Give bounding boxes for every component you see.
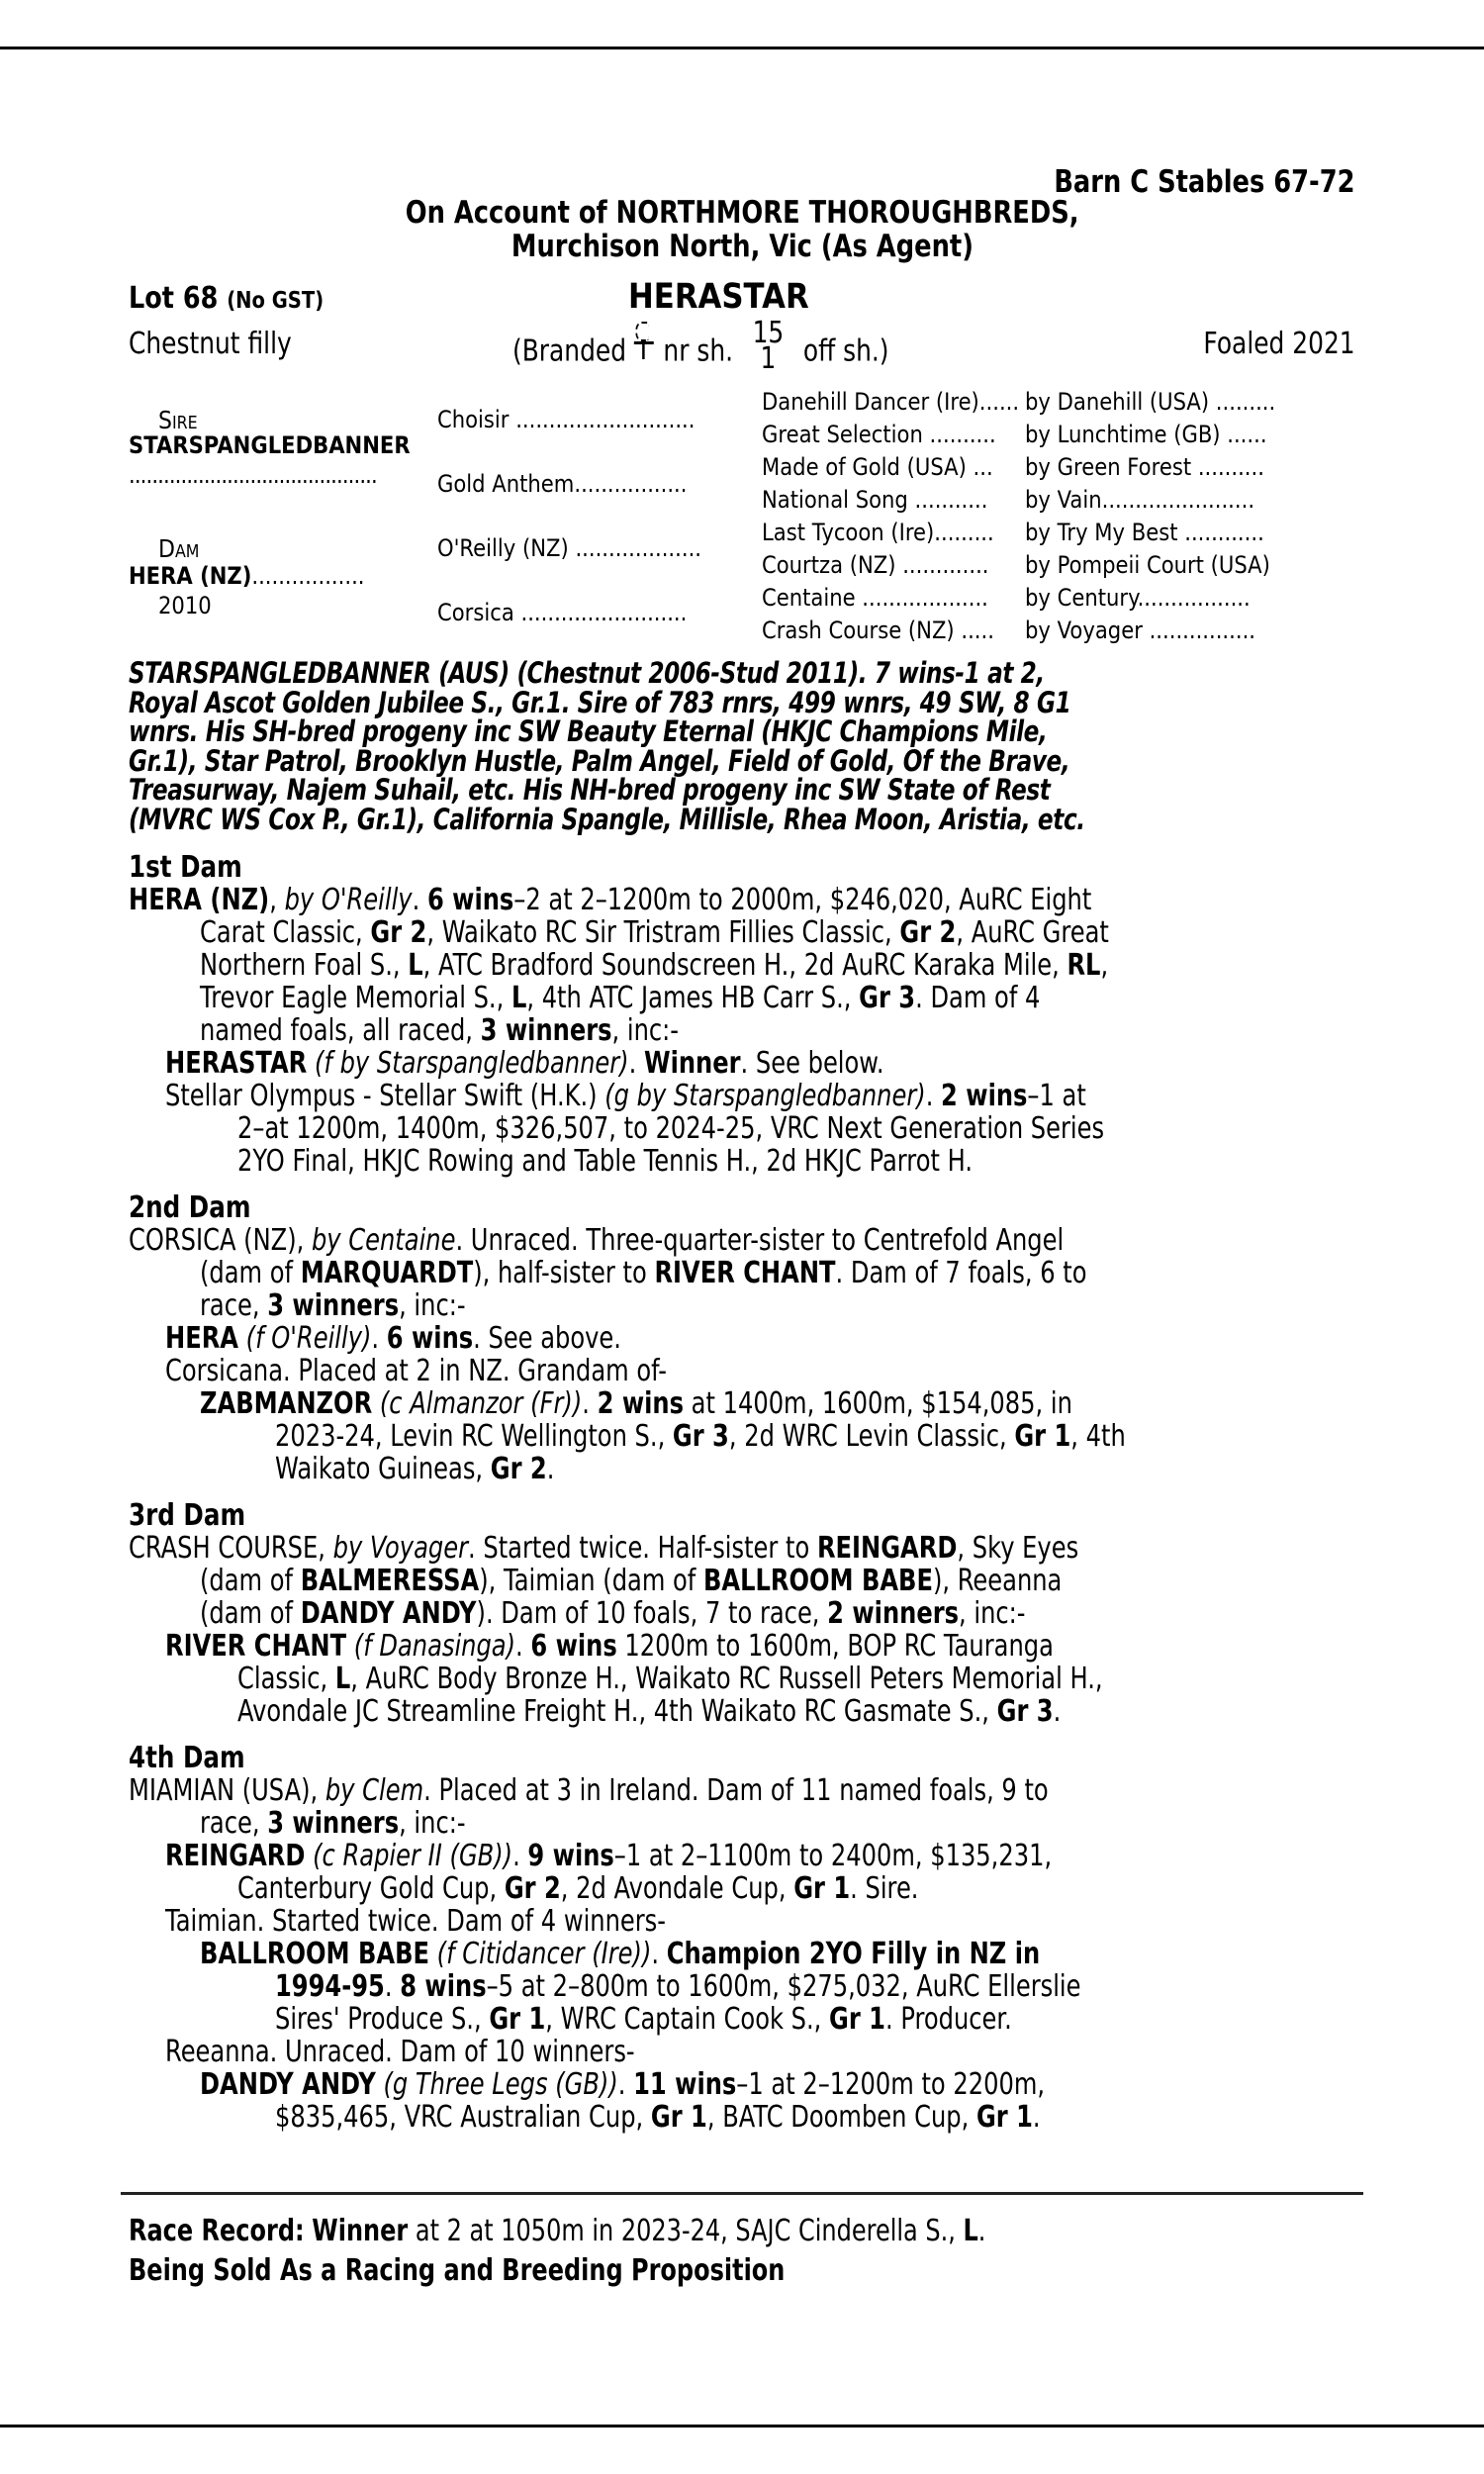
sale-note: Being Sold As a Racing and Breeding Proposition xyxy=(129,2253,786,2288)
gen3-names xyxy=(762,386,1019,647)
gen3-name: Courtza (NZ) ............. xyxy=(762,551,989,579)
lot-label: Lot 68 xyxy=(129,281,219,316)
grandsire-maternal: O'Reilly (NZ) ................... xyxy=(437,534,701,562)
brand-off-side: off sh.) xyxy=(802,333,889,369)
dam-text-line: REINGARD (c Rapier II (GB)). 9 wins–1 at 2–1100m to 2400m, $135,231, xyxy=(165,1839,1053,1873)
vendor-line-2: Murchison North, Vic (As Agent) xyxy=(510,229,974,264)
dam-text-line: CORSICA (NZ), by Centaine. Unraced. Three-quarter-sister to Centrefold Angel xyxy=(129,1223,1065,1258)
sire-name: STARSPANGLEDBANNER xyxy=(129,431,411,459)
dam-text-line: named foals, all raced, 3 winners, inc:- xyxy=(200,1013,680,1048)
fraction-top: 15 xyxy=(752,316,785,350)
dam-heading: 2nd Dam xyxy=(129,1190,251,1225)
granddam-maternal: Corsica ......................... xyxy=(437,599,688,626)
dam-dots: ................. xyxy=(251,562,365,590)
lot-row xyxy=(129,277,1355,317)
dam-text-line: Carat Classic, Gr 2, Waikato RC Sir Tristram Fillies Classic, Gr 2, AuRC Great xyxy=(200,915,1109,950)
colour-sex: Chestnut filly xyxy=(129,327,292,361)
lot-number xyxy=(129,281,324,316)
sire-dots: ........................................... xyxy=(129,461,377,489)
gen3-name: Last Tycoon (Ire)......... xyxy=(762,519,994,546)
section-rule xyxy=(121,2192,1363,2195)
sire-label: Sire xyxy=(158,406,198,434)
dam-heading: 4th Dam xyxy=(129,1741,245,1775)
dam-text-line: 2–at 1200m, 1400m, $326,507, to 2024-25, VRC Next Generation Series xyxy=(237,1111,1105,1146)
fraction-bottom: 1 xyxy=(760,341,777,376)
dam-text-line: CRASH COURSE, by Voyager. Started twice. Half-sister to REINGARD, Sky Eyes xyxy=(129,1531,1079,1566)
vendor-line-1: On Account of NORTHMORE THOROUGHBREDS, xyxy=(405,195,1079,231)
gen3-name: Made of Gold (USA) ... xyxy=(762,453,993,481)
brand-fraction xyxy=(752,316,785,376)
dam-heading: 3rd Dam xyxy=(129,1498,246,1533)
dam-text-line: (dam of BALMERESSA), Taimian (dam of BALLROOM BABE), Reeanna xyxy=(200,1564,1063,1598)
sire-summary-line: Gr.1), Star Patrol, Brooklyn Hustle, Palm Angel, Field of Gold, Of the Brave, xyxy=(129,743,1070,778)
pedigree-table xyxy=(129,386,1355,648)
gen3-sire: by Vain....................... xyxy=(1025,486,1255,514)
gen3-name: National Song ........... xyxy=(762,486,988,514)
dam-name: HERA (NZ) xyxy=(129,562,252,590)
dam-text-line: Waikato Guineas, Gr 2. xyxy=(275,1452,555,1486)
brand-description xyxy=(512,316,889,378)
dam-text-line: BALLROOM BABE (f Citidancer (Ire)). Champion 2YO Filly in NZ in xyxy=(200,1937,1041,1971)
dam-text-line: Corsicana. Placed at 2 in NZ. Grandam of- xyxy=(165,1354,667,1388)
foaled-year: Foaled 2021 xyxy=(1203,327,1355,361)
sire-summary-line: Treasurway, Najem Suhail, etc. His NH-bred progeny inc SW State of Rest xyxy=(129,773,1051,807)
brand-near-side: nr sh. xyxy=(663,333,734,369)
barn-location: Barn C Stables 67-72 xyxy=(1054,164,1355,200)
dam-year: 2010 xyxy=(158,592,212,619)
bottom-rule xyxy=(0,2425,1484,2427)
dam-text-line: HERA (f O'Reilly). 6 wins. See above. xyxy=(165,1321,621,1356)
dam-text-line: $835,465, VRC Australian Cup, Gr 1, BATC Doomben Cup, Gr 1. xyxy=(275,2100,1041,2135)
dam-entry xyxy=(129,562,365,590)
gen3-name: Centaine ................... xyxy=(762,584,988,612)
gen3-sire: by Century................. xyxy=(1025,584,1251,612)
dam-text-line: race, 3 winners, inc:- xyxy=(200,1288,466,1323)
gen3-sires xyxy=(1025,386,1275,647)
brand-prefix: (Branded xyxy=(512,333,627,369)
dam-text-line: 2023-24, Levin RC Wellington S., Gr 3, 2d WRC Levin Classic, Gr 1, 4th xyxy=(275,1419,1126,1454)
dam-text-line: Classic, L, AuRC Body Bronze H., Waikato RC Russell Peters Memorial H., xyxy=(237,1662,1103,1696)
dam-text-line: 2YO Final, HKJC Rowing and Table Tennis H., 2d HKJC Parrot H. xyxy=(237,1144,974,1179)
description-row xyxy=(129,316,1355,376)
top-rule xyxy=(0,47,1484,49)
gen3-name: Danehill Dancer (Ire)...... xyxy=(762,388,1020,416)
horse-name: HERASTAR xyxy=(628,277,809,317)
dam-text-line: Stellar Olympus - Stellar Swift (H.K.) (g by Starspangledbanner). 2 wins–1 at xyxy=(165,1079,1086,1113)
dam-text-line: (dam of MARQUARDT), half-sister to RIVER CHANT. Dam of 7 foals, 6 to xyxy=(200,1256,1087,1290)
dam-heading: 1st Dam xyxy=(129,850,242,885)
race-record-block xyxy=(129,2212,1200,2291)
sire-summary xyxy=(129,656,1355,836)
grandsire-paternal: Choisir ........................... xyxy=(437,406,696,433)
dam-text-line: Trevor Eagle Memorial S., L, 4th ATC James HB Carr S., Gr 3. Dam of 4 xyxy=(200,981,1041,1015)
dam-text-line: HERA (NZ), by O'Reilly. 6 wins–2 at 2–1200m to 2000m, $246,020, AuRC Eight xyxy=(129,883,1092,917)
dam-text-line: Reeanna. Unraced. Dam of 10 winners- xyxy=(165,2035,635,2069)
granddam-paternal: Gold Anthem................. xyxy=(437,470,688,498)
gen3-sire: by Try My Best ............ xyxy=(1025,519,1264,546)
gen3-name: Great Selection .......... xyxy=(762,421,996,448)
dam-family-section xyxy=(129,851,1355,2134)
gen3-sire: by Lunchtime (GB) ...... xyxy=(1025,421,1267,448)
dam-label: Dam xyxy=(158,534,200,563)
sire-summary-line: wnrs. His SH-bred progeny inc SW Beauty Eternal (HKJC Champions Mile, xyxy=(129,714,1048,748)
dam-text-line: MIAMIAN (USA), by Clem. Placed at 3 in Ireland. Dam of 11 named foals, 9 to xyxy=(129,1773,1049,1808)
dam-text-line: Avondale JC Streamline Freight H., 4th Waikato RC Gasmate S., Gr 3. xyxy=(237,1694,1062,1729)
dam-text-line: 1994-95. 8 wins–5 at 2–800m to 1600m, $275,032, AuRC Ellerslie xyxy=(275,1969,1081,2004)
dam-text-line: HERASTAR (f by Starspangledbanner). Winner. See below. xyxy=(165,1046,884,1081)
dam-text-line: race, 3 winners, inc:- xyxy=(200,1806,466,1841)
race-record-detail: at 2 at 1050m in 2023-24, SAJC Cinderella S., xyxy=(408,2214,964,2248)
race-record: Race Record: Winner at 2 at 1050m in 2023-24, SAJC Cinderella S., L. xyxy=(129,2214,986,2248)
sire-summary-line: STARSPANGLEDBANNER (AUS) (Chestnut 2006-Stud 2011). 7 wins-1 at 2, xyxy=(129,656,1045,690)
gen3-sire: by Green Forest .......... xyxy=(1025,453,1264,481)
vendor-block xyxy=(129,196,1355,263)
sire-summary-line: Royal Ascot Golden Jubilee S., Gr.1. Sire of 783 rnrs, 499 wnrs, 49 SW, 8 G1 xyxy=(129,685,1071,719)
dam-text-line: (dam of DANDY ANDY). Dam of 10 foals, 7 to race, 2 winners, inc:- xyxy=(200,1596,1026,1631)
dam-text-line: RIVER CHANT (f Danasinga). 6 wins 1200m to 1600m, BOP RC Tauranga xyxy=(165,1629,1054,1664)
dam-text-line: DANDY ANDY (g Three Legs (GB)). 11 wins–1 at 2–1200m to 2200m, xyxy=(200,2067,1046,2102)
race-record-result: Winner xyxy=(312,2214,409,2248)
gen3-sire: by Pompeii Court (USA) xyxy=(1025,551,1270,579)
brand-mark-icon xyxy=(634,333,656,363)
gen3-sire: by Danehill (USA) ......... xyxy=(1025,388,1276,416)
dam-text-line: Canterbury Gold Cup, Gr 2, 2d Avondale Cup, Gr 1. Sire. xyxy=(237,1871,919,1906)
dam-text-line: Northern Foal S., L, ATC Bradford Soundscreen H., 2d AuRC Karaka Mile, RL, xyxy=(200,948,1109,983)
dam-text-line: Sires' Produce S., Gr 1, WRC Captain Cook S., Gr 1. Producer. xyxy=(275,2002,1012,2037)
race-record-label: Race Record: xyxy=(129,2214,305,2248)
gst-note: (No GST) xyxy=(227,288,325,314)
gen3-sire: by Voyager ................ xyxy=(1025,617,1256,644)
gen3-name: Crash Course (NZ) ..... xyxy=(762,617,994,644)
race-record-grade: L xyxy=(963,2214,978,2248)
dam-text-line: Taimian. Started twice. Dam of 4 winners- xyxy=(165,1904,666,1939)
dam-text-line: ZABMANZOR (c Almanzor (Fr)). 2 wins at 1400m, 1600m, $154,085, in xyxy=(200,1386,1072,1421)
sire-summary-line: (MVRC WS Cox P., Gr.1), California Spangle, Millisle, Rhea Moon, Aristia, etc. xyxy=(129,802,1085,836)
